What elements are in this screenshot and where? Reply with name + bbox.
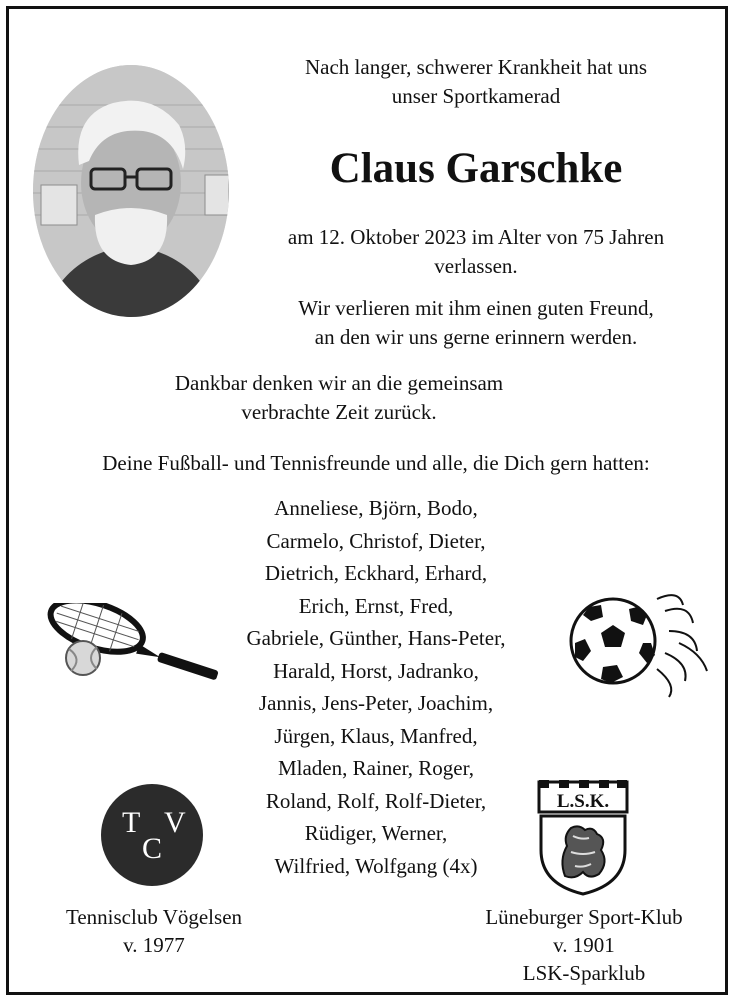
club-line: LSK-Sparklub [522,961,646,985]
tcv-logo [101,784,203,886]
soccer-ball-icon [561,583,711,703]
names-line: Roland, Rolf, Rolf-Dieter, [265,788,487,813]
club-sportklub [439,903,728,987]
club-tennisclub [29,903,279,959]
date-line: am 12. Oktober 2023 im Alter von 75 Jahren [287,225,665,249]
names-line: Wilfried, Wolfgang (4x) [274,853,478,878]
signoff-text: Deine Fußball- und Tennisfreunde und alle, die Dich gern hatten: [102,451,650,475]
names-line: Jürgen, Klaus, Manfred, [274,723,478,748]
intro-text [261,53,691,111]
names-line: Mladen, Rainer, Roger, [277,756,474,780]
date-text [241,223,711,281]
intro-line: Nach langer, schwerer Krankheit hat uns [304,55,648,79]
names-line: Jannis, Jens-Peter, Joachim, [258,691,494,715]
intro-line: unser Sportkamerad [391,84,561,108]
tennis-racket-icon [45,603,231,703]
names-line: Carmelo, Christof, Dieter, [266,528,486,553]
names-line: Dietrich, Eckhard, Erhard, [264,561,488,585]
tcv-letter: T [122,806,141,839]
date-line: verlassen. [434,254,518,278]
lsk-crest-text: L.S.K. [556,791,610,812]
club-line: v. 1901 [553,933,615,957]
thanks-line: Dankbar denken wir an die gemeinsam [174,371,504,395]
names-line: Anneliese, Björn, Bodo, [274,496,478,520]
friend-text [241,294,711,352]
tcv-letter: V [164,806,186,839]
obituary-notice [6,6,728,995]
lsk-crest-icon [537,780,629,896]
deceased-name: Claus Garschke [329,145,623,192]
names-line: Rüdiger, Werner, [304,821,448,845]
tcv-letter: C [142,832,163,865]
names-line: Erich, Ernst, Fred, [298,593,454,618]
thanks-text [119,369,559,427]
friend-line: an den wir uns gerne erinnern werden. [314,325,638,349]
portrait-photo [33,65,229,317]
club-line: Lüneburger Sport-Klub [485,905,683,929]
names-line: Harald, Horst, Jadranko, [273,658,479,683]
thanks-line: verbrachte Zeit zurück. [241,400,437,424]
mourner-names [193,492,559,882]
club-line: Tennisclub Vögelsen [65,905,243,929]
friend-line: Wir verlieren mit ihm einen guten Freund, [298,296,654,320]
club-line: v. 1977 [123,933,185,957]
names-line: Gabriele, Günther, Hans-Peter, [246,626,506,650]
